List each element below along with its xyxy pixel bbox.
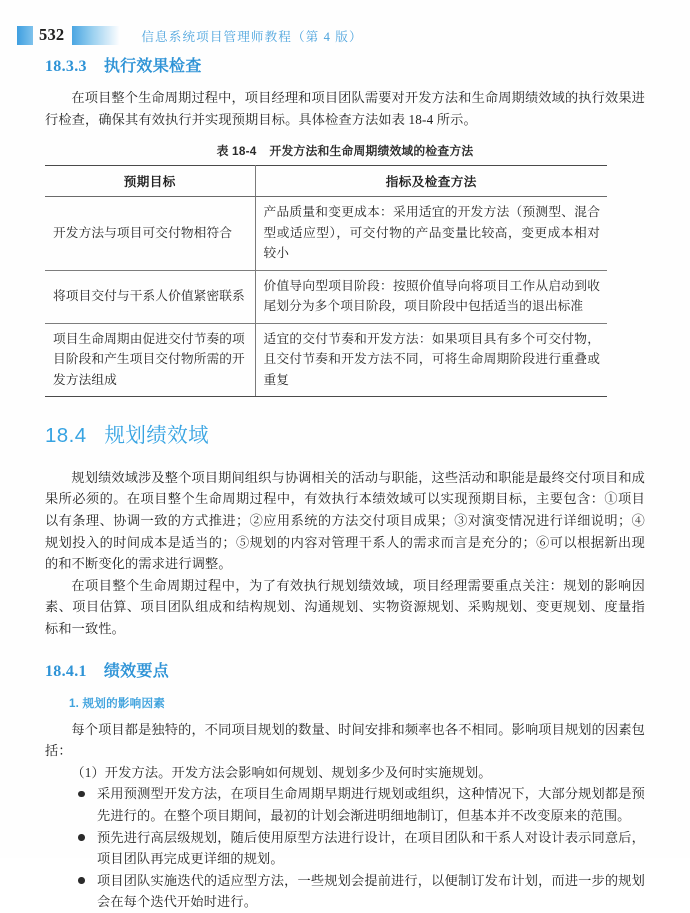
table-18-4-caption-number: 表 18-4: [216, 144, 257, 159]
table-cell-goal: 将项目交付与干系人价值紧密联系: [45, 270, 255, 323]
list-item: [45, 827, 645, 870]
paragraph-18-3-3: 在项目整个生命周期过程中，项目经理和项目团队需要对开发方法和生命周期绩效域的执行效果进行检查，确保其有效执行并实现预期目标。具体检查方法如表 18-4 所示。: [45, 90, 645, 127]
paragraph-18-4-1: 规划绩效域涉及整个项目期间组织与协调相关的活动与职能，这些活动和职能是最终交付项目和成果所必须的。在项目整个生命周期过程中，有效执行本绩效域可以实现预期目标，主要包含：①项目以有条理、协调一致的方式推进；②应用系统的方法交付项目成果；③对演变情况进行详细说明；④规划投入的时间成本是适当的；⑤规划的内容对管理干系人的需求而言是充分的；⑥可以根据新出现的和不断变化的需求进行调整。: [45, 469, 645, 572]
heading-18-3-3-number: 18.3.3: [45, 58, 87, 75]
running-book-title: 信息系统项目管理师教程（第 4 版）: [141, 29, 363, 44]
table-row: [45, 270, 607, 323]
table-row: [45, 323, 607, 397]
table-cell-method: 适宜的交付节奏和开发方法：如果项目具有多个可交付物，且交付节奏和开发方法不同，可将生命周期阶段进行重叠或重复: [255, 323, 607, 397]
header-accent-bar-right: [72, 26, 120, 45]
page-content: [45, 57, 645, 913]
heading-18-4-number: 18.4: [45, 424, 87, 448]
table-18-4: [45, 165, 607, 397]
heading-18-4: [45, 423, 645, 449]
paragraph-18-4-2: 在项目整个生命周期过程中，为了有效执行规划绩效域，项目经理需要重点关注：规划的影响因素、项目估算、项目团队组成和结构规划、沟通规划、实物资源规划、采购规划、变更规划、度量指标和一致性。: [45, 577, 645, 636]
table-column-header-goal: 预期目标: [45, 166, 255, 197]
heading-18-4-1-number: 18.4.1: [45, 662, 87, 680]
page-number: 532: [39, 25, 65, 44]
table-header-row: [45, 166, 607, 197]
table-cell-goal: 项目生命周期由促进交付节奏的项目阶段和产生项目交付物所需的开发方法组成: [45, 323, 255, 397]
list-item-text: 项目团队实施迭代的适应型方法，一些规划会提前进行，以便制订发布计划，而进一步的规划会在每个迭代开始时进行。: [97, 872, 645, 910]
bullet-dot-icon: [78, 834, 85, 841]
heading-18-3-3: [45, 57, 645, 77]
table-cell-goal: 开发方法与项目可交付物相符合: [45, 197, 255, 271]
bullet-list-development-approach: [45, 783, 645, 913]
list-item: [45, 783, 645, 826]
table-cell-method: 产品质量和变更成本：采用适宜的开发方法（预测型、混合型或适应型），可交付物的产品变量比较高，变更成本相对较小: [255, 197, 607, 271]
table-column-header-method: 指标及检查方法: [255, 166, 607, 197]
subheading-planning-influence-factors: 1. 规划的影响因素: [69, 696, 166, 710]
heading-18-3-3-title: 执行效果检查: [103, 58, 202, 75]
bullet-dot-icon: [78, 791, 85, 798]
table-18-4-caption-title: 开发方法和生命周期绩效域的检查方法: [269, 144, 474, 159]
list-item-text: 预先进行高层级规划，随后使用原型方法进行设计，在项目团队和干系人对设计表示同意后，项目团队再完成更详细的规划。: [97, 829, 645, 867]
heading-18-4-title: 规划绩效域: [104, 424, 209, 448]
list-item-text: 采用预测型开发方法，在项目生命周期早期进行规划或组织，这种情况下，大部分规划都是预先进行的。在整个项目期间，最初的计划会渐进明细地制订，但基本并不改变原来的范围。: [97, 786, 645, 823]
header-accent-bar-left: [17, 26, 33, 45]
heading-18-4-1: [45, 662, 645, 682]
heading-18-4-1-title: 绩效要点: [103, 662, 170, 680]
list-item: [45, 870, 645, 913]
bullet-dot-icon: [78, 877, 85, 884]
table-row: [45, 197, 607, 271]
paragraph-18-4-1-intro: 每个项目都是独特的，不同项目规划的数量、时间安排和频率也各不相同。影响项目规划的因素包括：: [45, 721, 645, 759]
table-cell-method: 价值导向型项目阶段：按照价值导向将项目工作从启动到收尾划分为多个项目阶段，项目阶段中包括适当的退出标准: [255, 270, 607, 323]
paragraph-18-4-1-item-1: （1）开发方法。开发方法会影响如何规划、规划多少及何时实施规划。: [71, 764, 492, 780]
table-18-4-caption: [45, 142, 645, 159]
page-running-header: [0, 22, 690, 48]
